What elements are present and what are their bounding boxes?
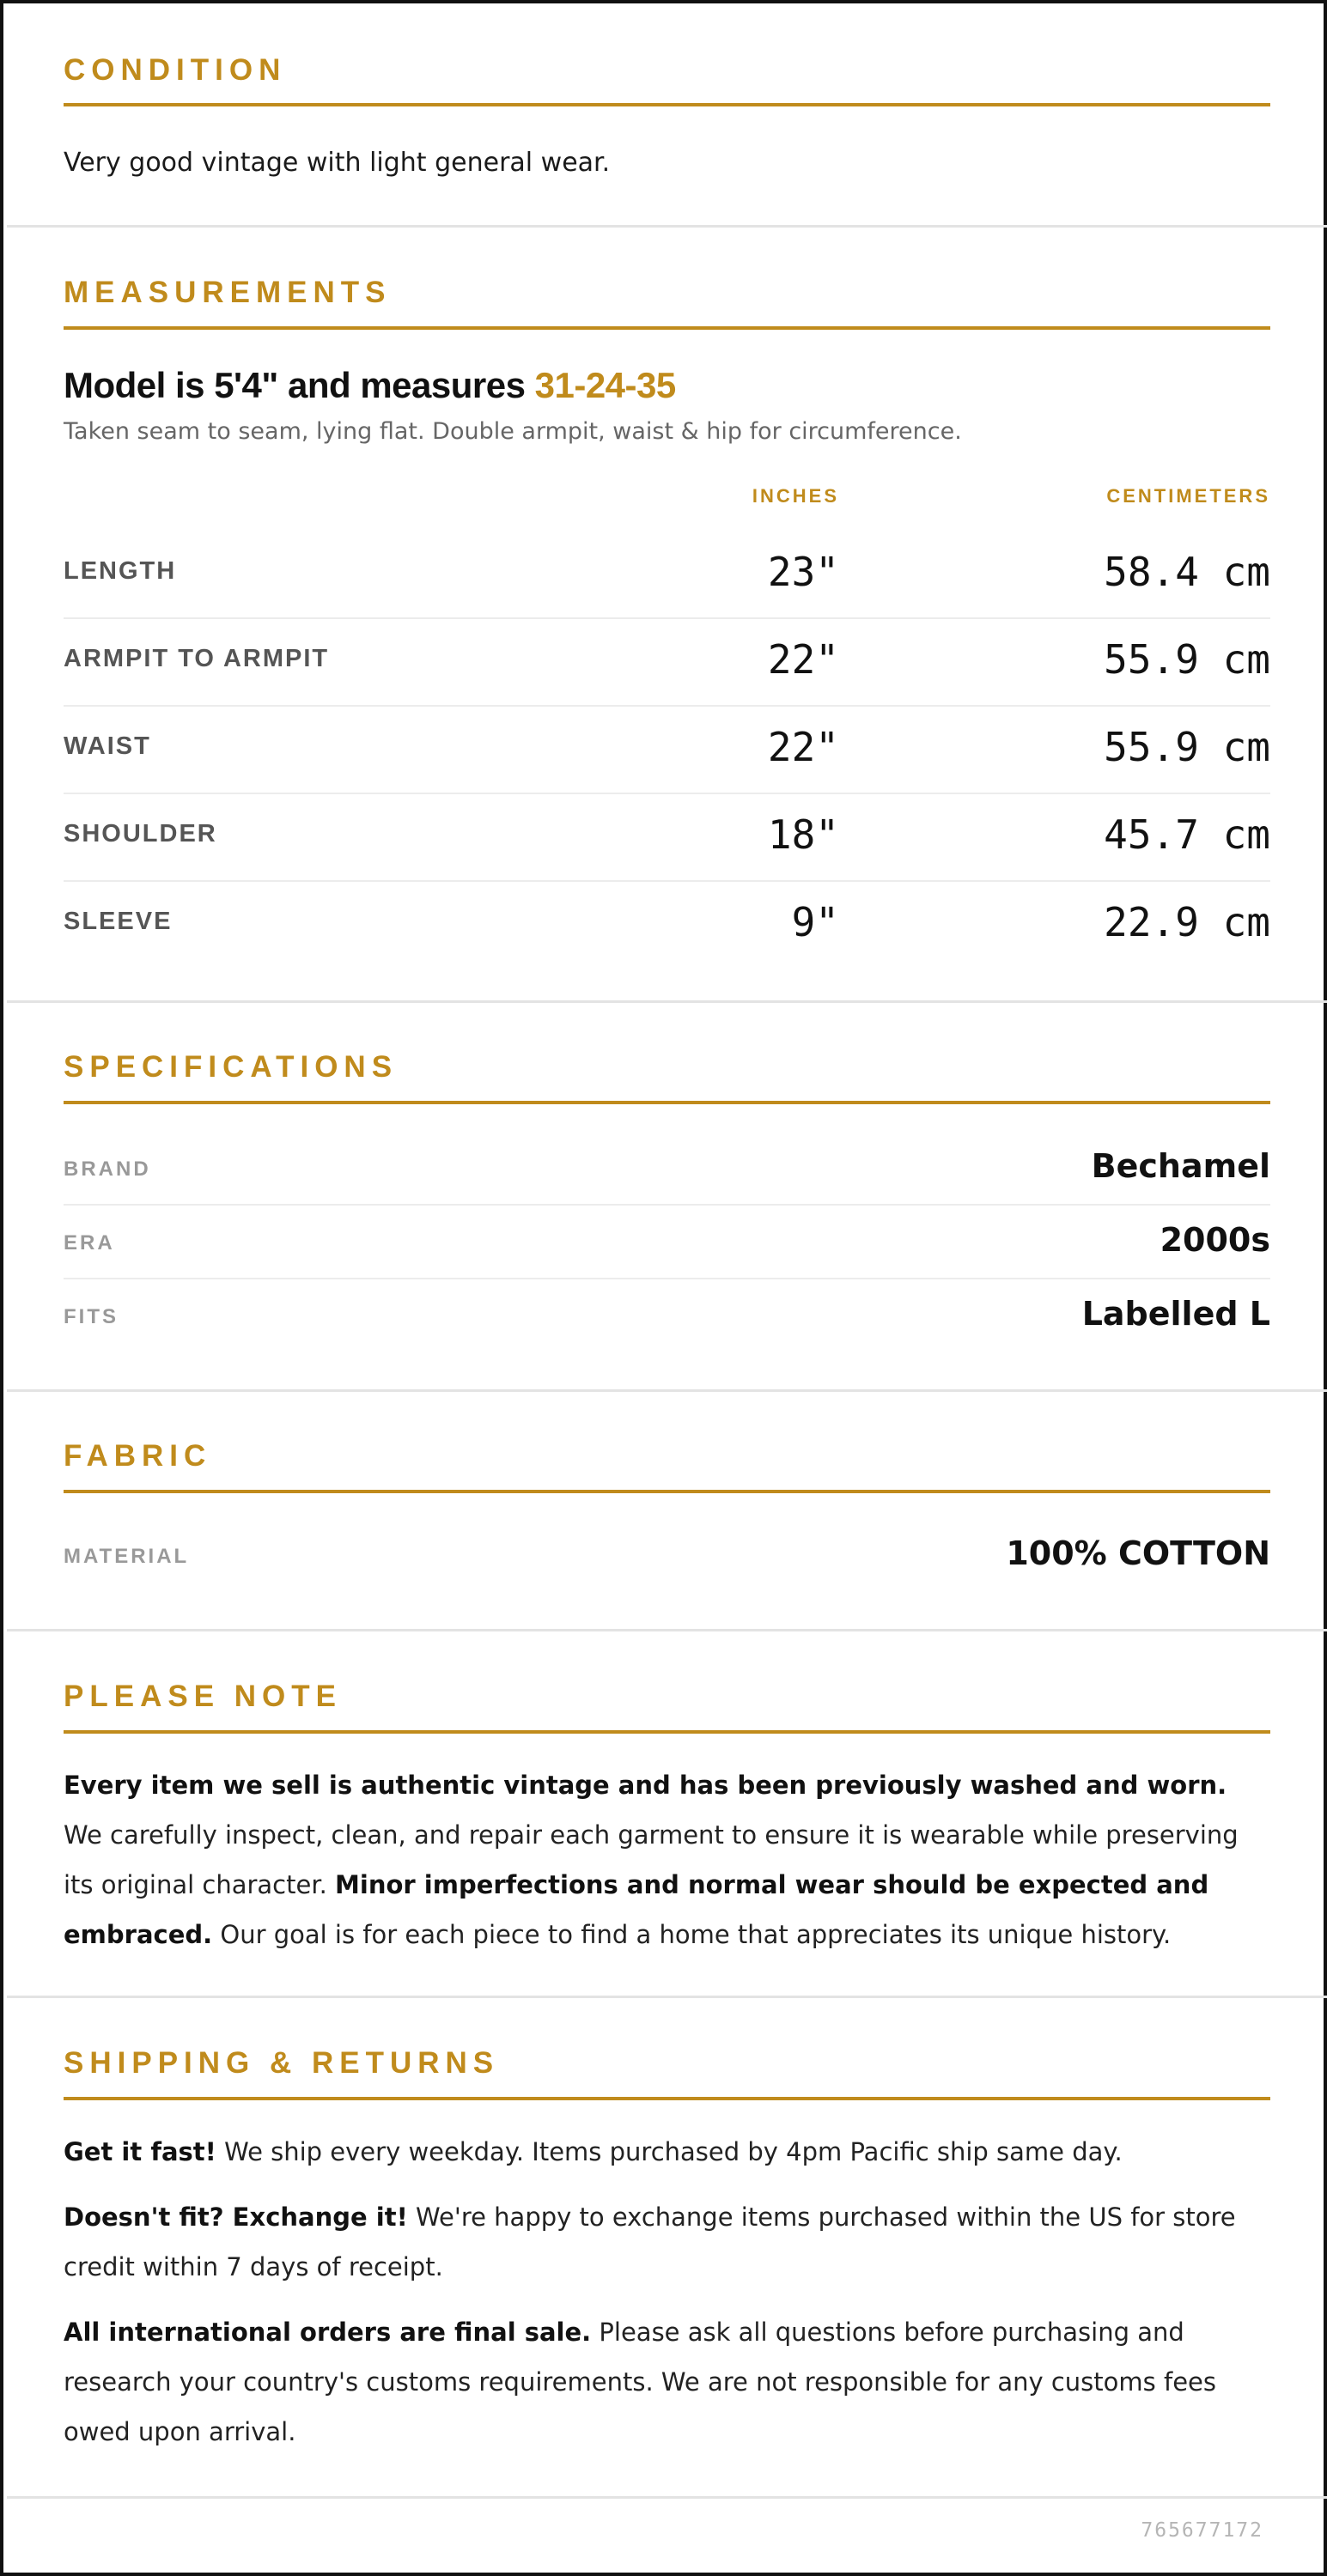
shipping-text xyxy=(64,2127,1270,2472)
specifications-rule xyxy=(64,1101,1270,1104)
measurement-label: SHOULDER xyxy=(64,820,217,848)
measurement-row-armpit xyxy=(64,619,1270,707)
note-text-inspect: We carefully inspect, clean, and repair each garment to ensure it is wearable while preserving its original character. xyxy=(64,1820,1239,1899)
condition-text: Very good vintage with light general wear. xyxy=(64,148,611,178)
spec-row-brand xyxy=(64,1132,1270,1206)
item-id: 765677172 xyxy=(1141,2519,1263,2542)
measurements-rule xyxy=(64,326,1270,330)
spec-value: Bechamel xyxy=(1091,1147,1270,1185)
fabric-value: 100% COTTON xyxy=(1006,1534,1270,1572)
condition-rule xyxy=(64,103,1270,106)
please-note-rule xyxy=(64,1730,1270,1734)
centimeters-column-header: CENTIMETERS xyxy=(1106,485,1270,507)
measurement-centimeters: 55.9 cm xyxy=(1104,724,1270,770)
fabric-row-material xyxy=(64,1519,1270,1593)
condition-section xyxy=(7,3,1327,228)
measurement-inches: 22" xyxy=(767,636,839,683)
shipping-section xyxy=(7,1998,1327,2499)
spec-value: Labelled L xyxy=(1081,1295,1270,1333)
measurements-title: MEASUREMENTS xyxy=(64,276,392,309)
spec-label: FITS xyxy=(64,1305,119,1328)
spec-row-fits xyxy=(64,1279,1270,1353)
measurement-label: SLEEVE xyxy=(64,908,173,935)
shipping-bold-exchange: Doesn't fit? Exchange it! xyxy=(64,2202,408,2232)
specifications-title: SPECIFICATIONS xyxy=(64,1050,399,1084)
specifications-section xyxy=(7,1003,1327,1392)
shipping-rule xyxy=(64,2097,1270,2100)
measurement-inches: 9" xyxy=(791,899,839,945)
please-note-section xyxy=(7,1631,1327,1998)
fabric-rule xyxy=(64,1490,1270,1493)
note-bold-authentic: Every item we sell is authentic vintage and has been previously washed and worn. xyxy=(64,1771,1227,1800)
measurement-row-length xyxy=(64,532,1270,619)
measurement-label: LENGTH xyxy=(64,557,177,585)
fabric-label: MATERIAL xyxy=(64,1545,190,1568)
shipping-text-fast: We ship every weekday. Items purchased by 4pm Pacific ship same day. xyxy=(216,2137,1123,2166)
measurement-centimeters: 22.9 cm xyxy=(1104,899,1270,945)
measurement-centimeters: 55.9 cm xyxy=(1104,636,1270,683)
measurement-row-sleeve xyxy=(64,882,1270,969)
spec-value: 2000s xyxy=(1160,1221,1270,1259)
measurement-label: WAIST xyxy=(64,732,151,760)
shipping-text-exchange: We're happy to exchange items purchased within the US for store credit within 7 days of receipt. xyxy=(64,2202,1236,2281)
model-measures-prefix: Model is 5'4" and measures xyxy=(64,365,535,405)
spec-label: ERA xyxy=(64,1231,115,1255)
shipping-paragraph-fast xyxy=(64,2127,1270,2177)
please-note-text xyxy=(64,1760,1270,1959)
condition-title: CONDITION xyxy=(64,53,287,87)
note-bold-imperfections: Minor imperfections and normal wear should be expected and embraced. xyxy=(64,1870,1209,1949)
measurement-inches: 22" xyxy=(767,724,839,770)
measurement-inches: 23" xyxy=(767,549,839,595)
shipping-title: SHIPPING & RETURNS xyxy=(64,2046,500,2080)
note-text-goal: Our goal is for each piece to find a home that appreciates its unique history. xyxy=(212,1920,1172,1949)
inches-column-header: INCHES xyxy=(752,485,839,507)
measurement-centimeters: 58.4 cm xyxy=(1104,549,1270,595)
fabric-title: FABRIC xyxy=(64,1439,212,1473)
measurement-inches: 18" xyxy=(767,811,839,858)
shipping-bold-international: All international orders are final sale. xyxy=(64,2318,592,2347)
shipping-text-international: Please ask all questions before purchasing and research your country's customs requirements. We are not responsible for any customs fees owed upon arrival. xyxy=(64,2318,1216,2446)
measurement-note: Taken seam to seam, lying flat. Double armpit, waist & hip for circumference. xyxy=(64,418,962,445)
shipping-bold-fast: Get it fast! xyxy=(64,2137,216,2166)
please-note-title: PLEASE NOTE xyxy=(64,1680,342,1713)
measurement-row-waist xyxy=(64,707,1270,794)
measurement-label: ARMPIT TO ARMPIT xyxy=(64,645,330,672)
measurement-centimeters: 45.7 cm xyxy=(1104,811,1270,858)
fabric-section xyxy=(7,1392,1327,1631)
model-figures: 31-24-35 xyxy=(534,365,676,405)
shipping-paragraph-international xyxy=(64,2307,1270,2457)
shipping-paragraph-exchange xyxy=(64,2192,1270,2292)
measurements-section xyxy=(7,228,1327,1003)
measurement-row-shoulder xyxy=(64,794,1270,882)
spec-label: BRAND xyxy=(64,1157,151,1181)
model-measures-heading xyxy=(64,365,676,406)
spec-row-era xyxy=(64,1206,1270,1279)
